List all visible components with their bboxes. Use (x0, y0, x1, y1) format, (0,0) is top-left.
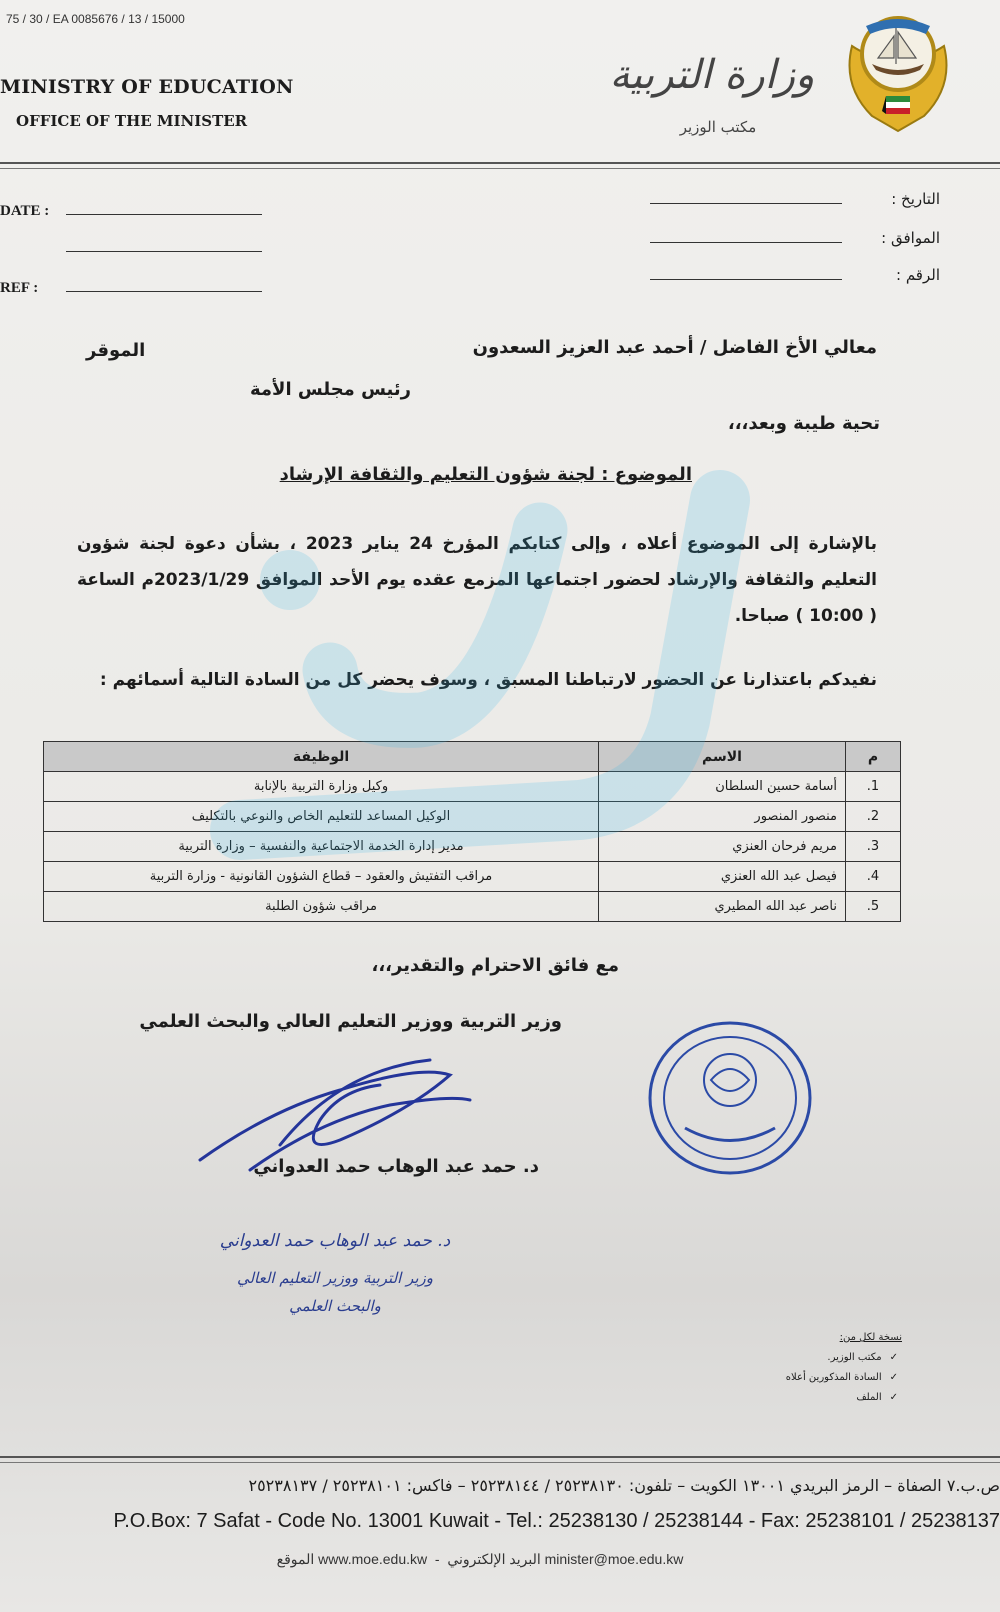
copies-item: ✓السادة المذكورين أعلاه (785, 1372, 898, 1383)
row-name: ناصر عبد الله المطيري (599, 892, 846, 922)
signer-title: وزير التربية ووزير التعليم العالي والبحث العلمي (139, 1011, 562, 1032)
website-label: الموقع (276, 1551, 315, 1567)
email-link[interactable]: minister@moe.edu.kw (544, 1551, 684, 1567)
salutation: معالي الأخ الفاضل / أحمد عبد العزيز السعدون (472, 337, 877, 358)
honorific: الموقر (86, 340, 146, 361)
check-icon: ✓ (889, 1372, 898, 1383)
arabic-office-name: مكتب الوزير (679, 118, 757, 136)
english-office-name: OFFICE OF THE MINISTER (16, 112, 248, 130)
row-role: وكيل وزارة التربية بالإنابة (44, 772, 599, 802)
signer-name: د. حمد عبد الوهاب حمد العدواني (253, 1156, 539, 1177)
subject-line: الموضوع : لجنة شؤون التعليم والثقافة الإرشاد (279, 464, 692, 485)
date-label: DATE : (0, 203, 50, 219)
arabic-date-label: التاريخ : (891, 190, 940, 208)
recipient-title: رئيس مجلس الأمة (250, 379, 411, 400)
row-number: 2. (846, 802, 901, 832)
row-number: 1. (846, 772, 901, 802)
footer-rule-thin (0, 1462, 1000, 1463)
row-number: 5. (846, 892, 901, 922)
kuwait-emblem-icon (832, 6, 964, 138)
row-name: مريم فرحان العنزي (599, 832, 846, 862)
ref-label: REF : (0, 280, 39, 296)
row-name: منصور المنصور (599, 802, 846, 832)
body-paragraph-1: بالإشارة إلى الموضوع أعلاه ، وإلى كتابكم المؤرخ 24 يناير 2023 ، بشأن دعوة لجنة شؤون التعليم والثقافة والإرشاد لحضور اجتماعها المزمع عقده يوم الأحد الموافق 2023/1/29م الساعة ( 10:00 ) صباحا. (77, 534, 877, 626)
header-rule-thin (0, 168, 1000, 169)
table-row (44, 892, 901, 922)
row-role: مراقب التفتيش والعقود – قطاع الشؤون القانونية - وزارة التربية (44, 862, 599, 892)
header-role: الوظيفة (44, 742, 599, 772)
row-number: 3. (846, 832, 901, 862)
reference-code: 75 / 30 / EA 0085676 / 13 / 15000 (6, 12, 185, 26)
watermark-logo (120, 470, 820, 870)
arabic-number-line (650, 279, 842, 280)
arabic-corresponding-line (650, 242, 842, 243)
header-rule (0, 162, 1000, 164)
copies-item: ✓الملف (856, 1392, 898, 1403)
body-paragraph-2: نفيدكم باعتذارنا عن الحضور لارتباطنا المسبق ، وسوف يحضر كل من السادة التالية أسمائهم : (99, 670, 877, 690)
date-line (66, 214, 262, 215)
copies-item: ✓مكتب الوزير. (827, 1352, 898, 1363)
row-role: مراقب شؤون الطلبة (44, 892, 599, 922)
handwritten-title-2: والبحث العلمي (289, 1297, 381, 1315)
row-role: الوكيل المساعد للتعليم الخاص والنوعي بالتكليف (44, 802, 599, 832)
check-icon: ✓ (889, 1352, 898, 1363)
row-name: فيصل عبد الله العنزي (599, 862, 846, 892)
website-link[interactable]: www.moe.edu.kw (318, 1551, 428, 1567)
header-name: الاسم (599, 742, 846, 772)
row-name: أسامة حسين السلطان (599, 772, 846, 802)
date-line-2 (66, 251, 262, 252)
arabic-ministry-logotype: وزارة التربية (609, 52, 815, 98)
row-number: 4. (846, 862, 901, 892)
greeting: تحية طيبة وبعد،،، (727, 413, 880, 434)
footer-arabic-address: ص.ب.٧ الصفاة – الرمز البريدي ١٣٠٠١ الكويت – تلفون: ٢٥٢٣٨١٣٠ / ٢٥٢٣٨١٤٤ – فاكس: ٢٥٢٣٨١٠١ / ٢٥٢٣٨١٣٧ (248, 1476, 1000, 1495)
check-icon: ✓ (889, 1392, 898, 1403)
ref-line (66, 291, 262, 292)
handwritten-name: د. حمد عبد الوهاب حمد العدواني (219, 1231, 451, 1251)
arabic-number-label: الرقم : (896, 266, 940, 284)
english-ministry-name: MINISTRY OF EDUCATION (0, 76, 294, 98)
row-role: مدير إدارة الخدمة الاجتماعية والنفسية – وزارة التربية (44, 832, 599, 862)
arabic-corresponding-label: الموافق : (881, 229, 940, 247)
handwritten-title-1: وزير التربية ووزير التعليم العالي (236, 1269, 434, 1287)
header-number: م (846, 742, 901, 772)
official-stamp-icon (645, 1018, 815, 1178)
closing-regards: مع فائق الاحترام والتقدير،،، (371, 955, 619, 976)
copies-heading: نسخة لكل من: (839, 1332, 902, 1343)
email-label: البريد الإلكتروني (447, 1551, 541, 1567)
footer-rule (0, 1456, 1000, 1458)
footer-contact: الموقع www.moe.edu.kw - البريد الإلكتروني minister@moe.edu.kw (276, 1551, 684, 1567)
arabic-date-line (650, 203, 842, 204)
footer-english-address: P.O.Box: 7 Safat - Code No. 13001 Kuwait - Tel.: 25238130 / 25238144 - Fax: 25238101 / 25238137 (113, 1510, 1000, 1532)
